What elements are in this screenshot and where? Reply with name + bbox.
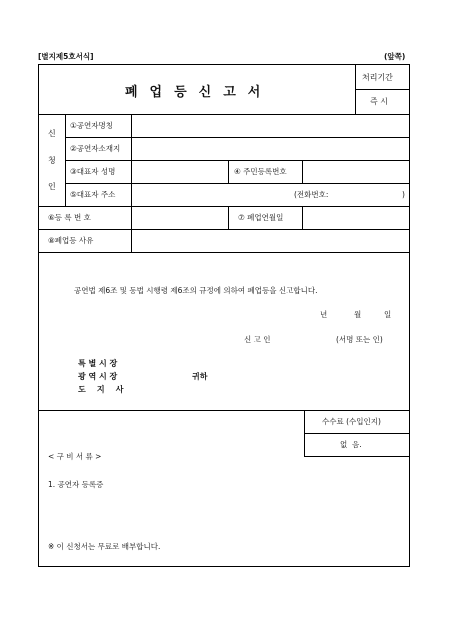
- representative-name-label: ③대표자 성명: [70, 167, 116, 176]
- required-documents-header: < 구 비 서 류 >: [48, 452, 102, 461]
- phone-label: (전화번호:: [294, 190, 329, 199]
- applicant-side-char-2: 청: [48, 156, 56, 165]
- recipient-governor: 도 지 사: [78, 385, 124, 394]
- page-side-label: (앞쪽): [384, 52, 406, 61]
- representative-name-field[interactable]: [132, 161, 228, 183]
- row-line-6: [38, 252, 410, 253]
- closure-reason-label: ⑧폐업등 사유: [48, 236, 94, 245]
- free-distribution-note: ※ 이 신청서는 무료로 배부합니다.: [48, 542, 161, 551]
- reporter-label: 신 고 인: [244, 335, 271, 344]
- representative-address-field[interactable]: [132, 184, 290, 206]
- fee-value: 없 음.: [340, 440, 362, 449]
- recipient-suffix: 귀하: [192, 372, 208, 381]
- fee-bottom-line: [304, 456, 410, 457]
- fee-mid-line: [304, 433, 410, 434]
- declaration-statement: 공연법 제6조 및 동법 시행령 제6조의 규정에 의하여 폐업등을 신고합니다.: [74, 286, 318, 295]
- close-date-left: [228, 206, 229, 229]
- form-title: 폐업등신고서: [125, 85, 273, 100]
- date-year-label: 년: [320, 310, 328, 319]
- closure-reason-field[interactable]: [132, 230, 409, 252]
- representative-address-label: ⑤대표자 주소: [70, 190, 116, 199]
- fee-top-line: [38, 410, 410, 411]
- required-document-item: 1. 공연자 등록증: [48, 480, 104, 489]
- company-name-label: ①공연자명칭: [70, 121, 113, 130]
- processing-period-value: 즉 시: [370, 97, 388, 106]
- company-address-field[interactable]: [132, 138, 409, 160]
- resident-number-field[interactable]: [303, 161, 409, 183]
- company-name-field[interactable]: [132, 115, 409, 137]
- recipient-special-city: 특 별 시 장: [78, 359, 118, 368]
- registration-number-field[interactable]: [132, 207, 228, 229]
- signature-label: (서명 또는 인): [336, 335, 383, 344]
- date-day-label: 일: [384, 310, 392, 319]
- applicant-side-char-3: 인: [48, 182, 56, 191]
- processing-period-label: 처리기간: [362, 73, 393, 82]
- processing-divider: [355, 89, 410, 90]
- phone-field[interactable]: [340, 184, 400, 206]
- signature-field[interactable]: [282, 330, 332, 346]
- applicant-side-char-1: 신: [48, 129, 56, 138]
- date-month-label: 월: [354, 310, 362, 319]
- registration-number-label: ⑥등 록 번 호: [48, 213, 91, 222]
- resident-number-label: ④ 주민등록번호: [234, 167, 287, 176]
- ssn-label-left: [228, 160, 229, 183]
- closure-date-label: ⑦ 폐업연월일: [238, 213, 284, 222]
- closure-date-field[interactable]: [303, 207, 409, 229]
- company-address-label: ②공연자소재지: [70, 144, 121, 153]
- recipient-metro-city: 광 역 시 장: [78, 372, 118, 381]
- phone-close: ): [402, 190, 405, 199]
- fee-label: 수수료 (수입인지): [322, 417, 381, 426]
- form-number: [별지제5호서식]: [38, 52, 94, 61]
